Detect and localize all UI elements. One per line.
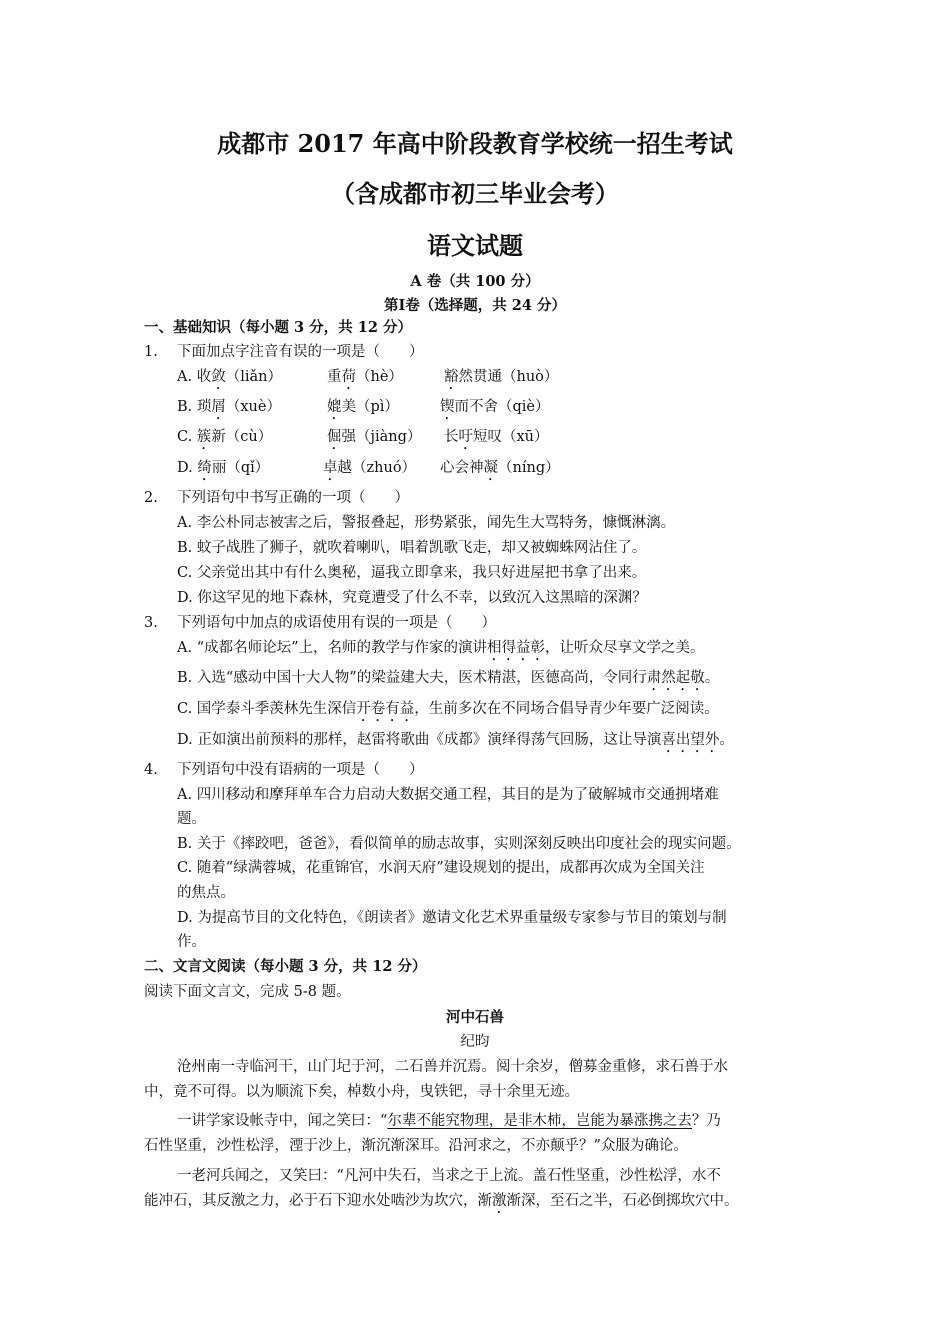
option-text: ，让听众尽享文学之美。	[545, 640, 705, 656]
passage-line: 一老河兵闻之，又笑曰：“凡河中失石，当求之于上流。盖石性坚重，沙性松浮，水不	[177, 1168, 721, 1184]
option-text: A. 李公朴同志被害之后，警报叠起，形势紧张，闻先生大骂特务，慷慨淋漓。	[177, 515, 676, 531]
option-text: B. 蚊子战胜了狮子，就吹着喇叭，唱着凯歌飞走，却又被蜘蛛网沾住了。	[177, 540, 647, 556]
dotted-char: 激	[492, 1193, 507, 1209]
dotted-idiom: 相得益彰	[487, 640, 546, 656]
question-stem: 下列语句中加点的成语使用有误的一项是（ ）	[177, 615, 496, 631]
dotted-char: 锲	[440, 399, 455, 415]
option-text: 然贯通（huò）	[458, 369, 559, 385]
passage-text: 能冲石，其反激之力，必于石下迎水处啮沙为坎穴，渐	[144, 1193, 492, 1209]
passage-line: 中，竟不可得。以为顺流下矣，棹数小舟，曳铁钯，寻十余里无迹。	[144, 1084, 579, 1100]
option-text: 的焦点。	[177, 885, 235, 901]
section-heading: 一、基础知识（每小题 3 分，共 12 分）	[144, 319, 412, 336]
question-stem: 下列语句中没有语病的一项是（ ）	[177, 762, 424, 778]
passage-author: 纪昀	[460, 1034, 490, 1050]
option-text: 。	[719, 732, 734, 748]
question-number: 1.	[144, 344, 158, 360]
option-text: 心会神	[440, 460, 484, 476]
option-text: C. 随着“绿满蓉城，花重锦官，水润天府”建设规划的提出，成都再次成为全国关注	[177, 860, 705, 876]
option-text: 重	[327, 369, 342, 385]
option-text: A. 四川移动和摩拜单车合力启动大数据交通工程，其目的是为了破解城市交通拥堵难	[177, 787, 719, 803]
subject-title: 语文试题	[427, 231, 523, 260]
dotted-char: 敛	[211, 369, 226, 385]
option-text: （hè）	[356, 369, 403, 385]
option-text: 越（zhuó）	[337, 460, 417, 476]
dotted-char: 凝	[483, 460, 498, 476]
dotted-idiom: 肃然起敬	[646, 670, 705, 686]
option-text: 而不舍（qiè）	[454, 399, 550, 415]
question-stem: 下面加点字注音有误的一项是（ ）	[177, 344, 424, 360]
dotted-char: 豁	[444, 369, 459, 385]
option-text: D. 为提高节目的文化特色，《朗读者》邀请文化艺术界重量级专家参与节目的策划与制	[177, 910, 727, 926]
option-text: 作。	[177, 934, 206, 950]
option-text: 短叹（xū）	[473, 429, 549, 445]
option-label: C.	[177, 429, 197, 445]
option-text: B. 入选“感动中国十大人物”的梁益建大夫，医术精湛，医德高尚，令同行	[177, 670, 647, 686]
option-text: ，生前多次在不同场合倡导青少年要广泛阅读。	[414, 701, 719, 717]
option-text: 题。	[177, 811, 206, 827]
option-text: （níng）	[498, 460, 560, 476]
option-text: C. 国学泰斗季羡林先生深信	[177, 701, 357, 717]
q3-option-c	[177, 699, 719, 725]
option-text: 美（pì）	[341, 399, 399, 415]
option-text: D. 正如演出前预料的那样，赵雷将歌曲《成都》演绎得荡气回肠，这让导演	[177, 732, 662, 748]
dotted-char: 媲	[327, 399, 342, 415]
passage-text: ？乃	[691, 1113, 721, 1129]
option-label: A.	[177, 369, 197, 385]
passage-title: 河中石兽	[446, 1009, 504, 1026]
part-label: 第Ⅰ卷（选择题，共 24 分）	[383, 297, 567, 314]
option-text: 琐	[196, 399, 212, 415]
passage-line: 沧州南一寺临河干，山门圮于河，二石兽并沉焉。阅十余岁，僧募金重修，求石兽于水	[177, 1059, 728, 1075]
dotted-char: 吁	[458, 429, 473, 445]
exam-subtitle: （含成都市初三毕业会考）	[331, 179, 619, 208]
passage-line	[144, 1191, 739, 1217]
dotted-char: 卓	[323, 460, 338, 476]
option-text: 。	[704, 670, 720, 686]
dotted-char: 倔	[327, 429, 342, 445]
passage-line	[177, 1111, 721, 1131]
option-text: 收	[196, 369, 212, 385]
option-text: A. “成都名师论坛”上，名师的教学与作家的演讲	[177, 640, 488, 656]
reading-instruction: 阅读下面文言文，完成 5-8 题。	[144, 984, 351, 1000]
underlined-sentence: 尔辈不能究物理，是非木柿，岂能为暴涨携之去	[387, 1113, 692, 1129]
option-label: D.	[177, 460, 198, 476]
passage-text: 一讲学家设帐寺中，闻之笑曰：“	[177, 1113, 388, 1129]
option-text: （liǎn）	[225, 369, 282, 385]
question-stem: 下列语句中书写正确的一项（ ）	[177, 490, 409, 506]
question-number: 4.	[144, 762, 158, 778]
question-number: 3.	[144, 615, 158, 631]
option-text: B. 关于《摔跤吧，爸爸》，看似简单的励志故事，实则深刻反映出印度社会的现实问题。	[177, 836, 741, 852]
option-text: 新（cù）	[211, 429, 273, 445]
q3-option-b	[177, 668, 719, 694]
volume-label: A 卷（共 100 分）	[410, 273, 540, 290]
q3-option-d	[177, 730, 734, 756]
option-text: 丽（qǐ）	[211, 460, 270, 476]
dotted-char: 荷	[341, 369, 356, 385]
passage-line: 石性坚重，沙性松浮，湮于沙上，渐沉渐深耳。沿河求之，不亦颠乎？”众服为确论。	[144, 1138, 688, 1154]
option-label: B.	[177, 399, 197, 415]
dotted-char: 绮	[197, 460, 212, 476]
dotted-idiom: 喜出望外	[661, 732, 720, 748]
dotted-idiom: 开卷有益	[356, 701, 415, 717]
passage-text: 渐深，至石之半，石必倒掷坎穴中。	[506, 1193, 739, 1209]
option-text: （xuè）	[225, 399, 281, 415]
exam-title: 成都市 2017 年高中阶段教育学校统一招生考试	[217, 129, 733, 158]
option-text: 长	[444, 429, 459, 445]
question-number: 2.	[144, 490, 158, 506]
option-text: D. 你这罕见的地下森林，究竟遭受了什么不幸，以致沉入这黑暗的深渊？	[177, 590, 647, 606]
option-text: C. 父亲觉出其中有什么奥秘，逼我立即拿来，我只好进屋把书拿了出来。	[177, 565, 647, 581]
q3-option-a	[177, 638, 705, 664]
option-text: 强（jiàng）	[341, 429, 422, 445]
section-heading: 二、文言文阅读（每小题 3 分，共 12 分）	[144, 958, 427, 975]
dotted-char: 簇	[196, 429, 212, 445]
dotted-char: 屑	[211, 399, 226, 415]
